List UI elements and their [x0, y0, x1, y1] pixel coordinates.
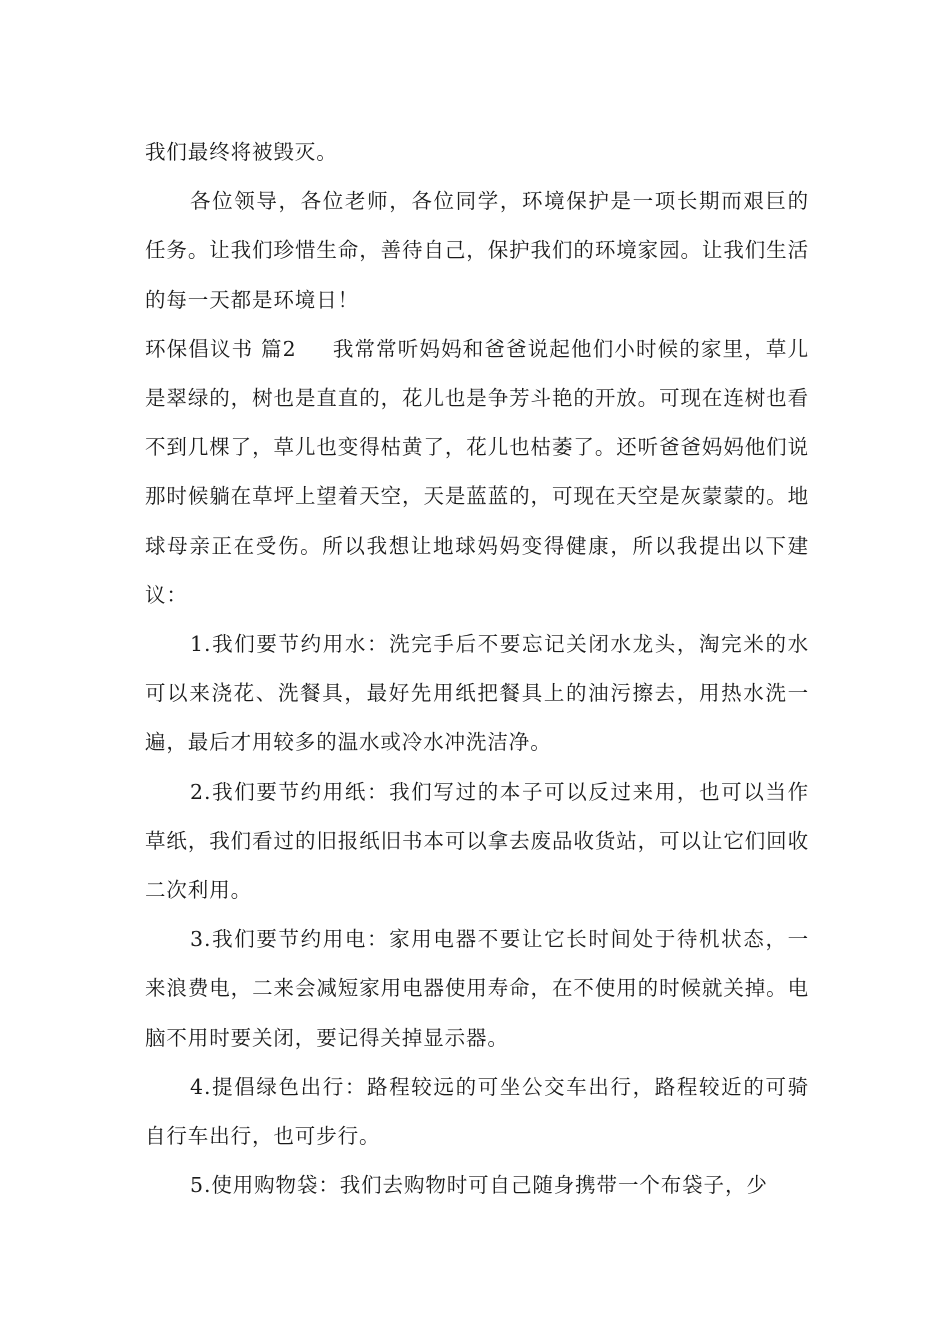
paragraph-closing-line: 我们最终将被毁灭。: [145, 140, 338, 164]
document-body: [145, 128, 809, 1210]
suggestion-item-shopping-bag: 5.使用购物袋：我们去购物时可自己随身携带一个布袋子，少: [190, 1173, 768, 1198]
suggestion-item-green-travel: 4.提倡绿色出行：路程较远的可坐公交车出行，路程较近的可骑自行车出行，也可步行。: [145, 1074, 809, 1149]
section-intro-text: 我常常听妈妈和爸爸说起他们小时候的家里，草儿是翠绿的，树也是直直的，花儿也是争芳斗艳的开放。可现在连树也看不到几棵了，草儿也变得枯黄了，花儿也枯萎了。还听爸爸妈妈他们说那时候躺在草坪上望着天空，天是蓝蓝的，可现在天空是灰蒙蒙的。地球母亲正在受伤。所以我想让地球妈妈变得健康，所以我提出以下建议：: [145, 336, 809, 607]
paragraph-appeal: 各位领导，各位老师，各位同学，环境保护是一项长期而艰巨的任务。让我们珍惜生命，善待自己，保护我们的环境家园。让我们生活的每一天都是环境日！: [145, 189, 809, 312]
suggestion-item-paper: 2.我们要节约用纸：我们写过的本子可以反过来用，也可以当作草纸，我们看过的旧报纸旧书本可以拿去废品收货站，可以让它们回收二次利用。: [145, 779, 809, 903]
suggestion-item-water: 1.我们要节约用水：洗完手后不要忘记关闭水龙头，淘完米的水可以来浇花、洗餐具，最好先用纸把餐具上的油污擦去，用热水洗一遍，最后才用较多的温水或冷水冲洗洁净。: [145, 632, 809, 755]
section-intro: [145, 325, 809, 620]
section-heading: 环保倡议书 篇2: [145, 336, 297, 361]
suggestion-item-electricity: 3.我们要节约用电：家用电器不要让它长时间处于待机状态，一来浪费电，二来会减短家用电器使用寿命，在不使用的时候就关掉。电脑不用时要关闭，要记得关掉显示器。: [145, 927, 809, 1050]
